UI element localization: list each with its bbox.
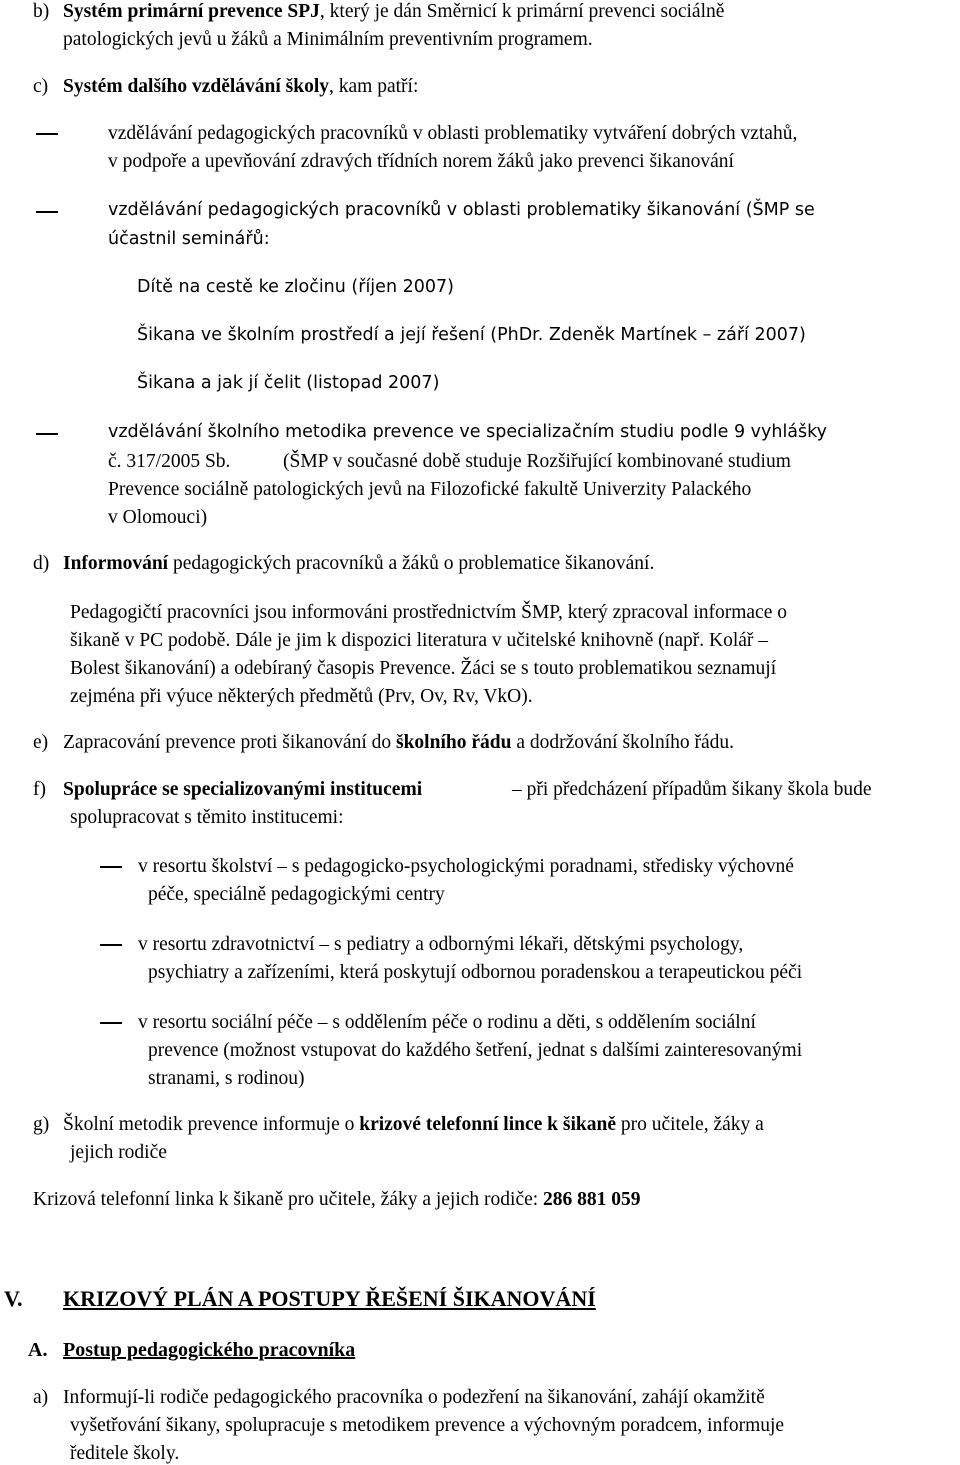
dash-bullet	[36, 433, 58, 435]
f-item1-line2: péče, speciálně pedagogickými centry	[148, 884, 445, 905]
dash-bullet	[100, 944, 122, 946]
item-f-text: – při předcházení případům šikany škola bude	[512, 779, 872, 800]
hotline-number: 286 881 059	[543, 1189, 641, 1210]
item-g-text-post: pro učitele, žáky a	[615, 1114, 764, 1135]
item-g-bold: krizové telefonní lince k šikaně	[359, 1114, 616, 1135]
item-b-title: Systém primární prevence SPJ	[63, 1, 320, 22]
item-b-line2: patologických jevů u žáků a Minimálním preventivním programem.	[63, 29, 593, 50]
item-c-text: , kam patří:	[329, 76, 419, 97]
item-a-line1: Informují-li rodiče pedagogického pracovníka o podezření na šikanování, zahájí okamžitě	[63, 1387, 765, 1408]
item-d-title: Informování	[63, 553, 169, 574]
d-para-line2: šikaně v PC podobě. Dále je jim k dispozici literatura v učitelské knihovně (např. Kolář –	[70, 630, 769, 651]
seminar-1: Dítě na cestě ke zločinu (říjen 2007)	[137, 277, 454, 297]
item-e-text-pre: Zapracování prevence proti šikanování do	[63, 732, 396, 753]
dash-bullet	[36, 211, 58, 213]
item-e-bold: školního řádu	[396, 732, 512, 753]
f-item2-line1: v resortu zdravotnictví – s pediatry a odbornými lékaři, dětskými psychology,	[138, 934, 744, 955]
section-title: KRIZOVÝ PLÁN A POSTUPY ŘEŠENÍ ŠIKANOVÁNÍ	[63, 1286, 596, 1311]
item-d-marker: d)	[33, 553, 50, 574]
f-item1-line1: v resortu školství – s pedagogicko-psychologickými poradnami, středisky výchovné	[138, 856, 794, 877]
item-c-marker: c)	[33, 76, 49, 97]
seminar-2: Šikana ve školním prostředí a její řešení (PhDr. Zdeněk Martínek – září 2007)	[137, 325, 806, 345]
item-a-marker: a)	[33, 1387, 49, 1408]
hotline-line	[33, 1190, 641, 1210]
item-f-line2: spolupracovat s těmito institucemi:	[70, 807, 344, 828]
c-bullet3-line4: v Olomouci)	[108, 507, 208, 528]
seminar-3: Šikana a jak jí čelit (listopad 2007)	[137, 373, 440, 393]
section-numeral: V.	[4, 1286, 23, 1311]
dash-bullet	[36, 133, 58, 135]
f-item3-line2: prevence (možnost vstupovat do každého šetření, jednat s dalšími zainteresovanými	[148, 1040, 803, 1061]
c-bullet3-line1: vzdělávání školního metodika prevence ve specializačním studiu podle 9 vyhlášky	[108, 422, 828, 442]
subsection-title: Postup pedagogického pracovníka	[63, 1339, 356, 1361]
c-bullet2-text: vzdělávání pedagogických pracovníků v oblasti problematiky šikanování (ŠMP se	[108, 200, 815, 220]
item-e-text-post: a dodržování školního řádu.	[511, 732, 735, 753]
c-bullet2-line1	[108, 202, 956, 220]
f-item3-line3: stranami, s rodinou)	[148, 1068, 305, 1089]
c-bullet3-line3: Prevence sociálně patologických jevů na Filozofické fakultě Univerzity Palackého	[108, 479, 752, 500]
item-a-line3: ředitele školy.	[70, 1443, 180, 1464]
item-d-line	[63, 554, 654, 574]
c-bullet3-line2b: (ŠMP v současné době studuje Rozšiřující kombinované studium	[283, 451, 791, 472]
d-para-line1: Pedagogičtí pracovníci jsou informováni prostřednictvím ŠMP, který zpracoval informace o	[70, 602, 787, 623]
item-g-line1	[63, 1115, 764, 1135]
item-f-title	[63, 780, 422, 800]
c-bullet1-line1: vzdělávání pedagogických pracovníků v oblasti problematiky vytváření dobrých vztahů,	[108, 123, 798, 144]
item-a-line2: vyšetřování šikany, spolupracuje s metodikem prevence a výchovným poradcem, informuje	[70, 1415, 785, 1436]
item-e-line	[63, 733, 734, 753]
item-c-title: Systém dalšího vzdělávání školy	[63, 76, 330, 97]
item-b-line1	[63, 2, 956, 22]
f-item2-line2: psychiatry a zařízeními, která poskytují odbornou poradenskou a terapeutickou péči	[148, 962, 803, 983]
item-b-marker: b)	[33, 1, 50, 22]
item-c-line	[63, 77, 418, 97]
c-bullet3-line2a: č. 317/2005 Sb.	[108, 451, 231, 472]
dash-bullet	[100, 1022, 122, 1024]
item-g-marker: g)	[33, 1114, 50, 1135]
item-e-marker: e)	[33, 732, 49, 753]
item-g-text-pre: Školní metodik prevence informuje o	[63, 1114, 360, 1135]
f-item3-line1: v resortu sociální péče – s oddělením péče o rodinu a děti, s oddělením sociální	[138, 1012, 756, 1033]
item-b-text: , který je dán Směrnicí k primární prevenci sociálně	[319, 1, 725, 22]
item-d-text: pedagogických pracovníků a žáků o problematice šikanování.	[168, 553, 655, 574]
item-f-title-text: Spolupráce se specializovanými institucemi	[63, 779, 423, 800]
hotline-label: Krizová telefonní linka k šikaně pro učitele, žáky a jejich rodiče:	[33, 1189, 539, 1210]
item-f-marker: f)	[33, 779, 46, 800]
dash-bullet	[100, 866, 122, 868]
d-para-line4: zejména při výuce některých předmětů (Prv, Ov, Rv, VkO).	[70, 686, 533, 707]
subsection-letter: A.	[28, 1339, 48, 1361]
c-bullet2-line2: účastnil seminářů:	[108, 229, 270, 249]
item-g-line2: jejich rodiče	[70, 1142, 167, 1163]
d-para-line3: Bolest šikanování) a odebíraný časopis Prevence. Žáci se s touto problematikou seznamují	[70, 658, 777, 679]
c-bullet1-line2: v podpoře a upevňování zdravých třídních norem žáků jako prevenci šikanování	[108, 151, 734, 172]
